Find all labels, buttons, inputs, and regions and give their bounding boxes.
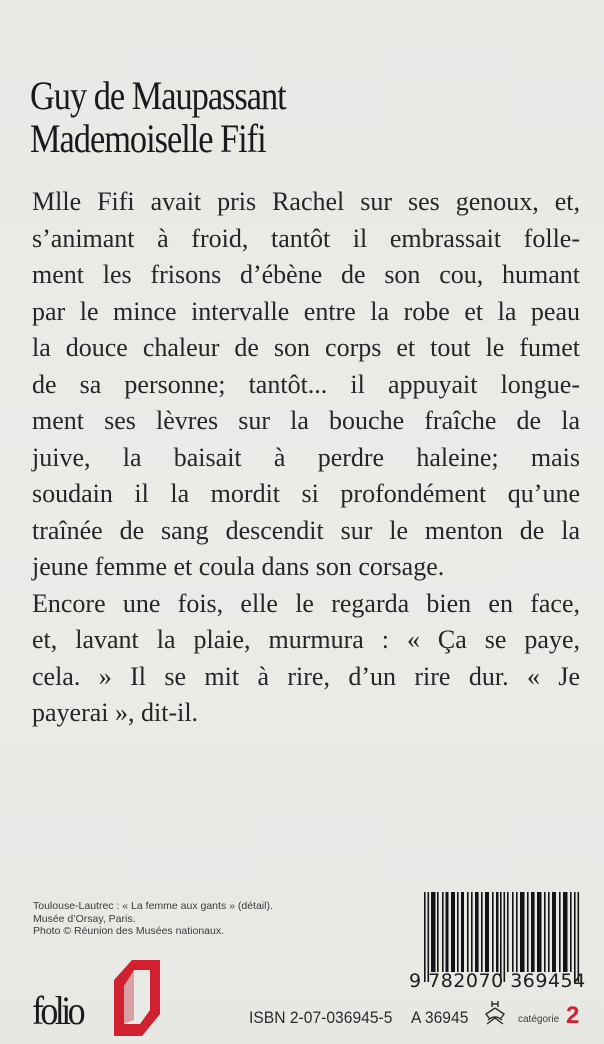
book-title: Mademoiselle Fifi bbox=[30, 116, 266, 161]
blurb-line: jeune femme et coula dans son corsage. bbox=[32, 552, 445, 581]
blurb-line: par le mince intervalle entre la robe et la peau bbox=[32, 296, 580, 326]
isbn-number: ISBN 2-07-036945-5 bbox=[249, 1008, 393, 1027]
blurb-line: Encore une fois, elle le regarda bien en face, bbox=[32, 588, 580, 618]
blurb-line: s’animant à froid, tantôt il embrassait folle- bbox=[32, 223, 580, 253]
credit-artwork: Toulouse-Lautrec : « La femme aux gants » (détail). bbox=[33, 900, 273, 912]
author-name: Guy de Maupassant bbox=[30, 73, 286, 118]
blurb-line: la douce chaleur de son corps et tout le fumet bbox=[32, 333, 580, 362]
blurb-line: Mlle Fifi avait pris Rachel sur ses genoux, et, bbox=[32, 187, 580, 216]
blurb-line: et, lavant la plaie, murmura : « Ça se paye, bbox=[32, 625, 580, 654]
blurb-excerpt bbox=[32, 184, 580, 732]
image-credits bbox=[33, 900, 273, 938]
credit-museum: Musée d’Orsay, Paris. bbox=[33, 912, 136, 925]
category-label: catégorie bbox=[518, 1014, 560, 1025]
folio-red-frame-icon bbox=[112, 958, 162, 1038]
category-number: 2 bbox=[566, 1002, 580, 1029]
blurb-line: juive, la baisait à perdre haleine; mais bbox=[32, 442, 580, 472]
title-block bbox=[30, 74, 327, 160]
blurb-line: ment ses lèvres sur la bouche fraîche de la bbox=[32, 406, 580, 435]
credit-photo: Photo © Réunion des Musées nationaux. bbox=[33, 925, 225, 937]
blurb-line: ment les frisons d’ébène de son cou, humant bbox=[32, 260, 580, 289]
blurb-line: soudain il la mordit si profondément qu’une bbox=[32, 479, 580, 508]
folio-logo bbox=[32, 952, 162, 1038]
blurb-line: de sa personne; tantôt... il appuyait longue- bbox=[32, 369, 580, 399]
blurb-line: traînée de sang descendit sur le menton de la bbox=[32, 515, 580, 545]
blurb-line: cela. » Il se mit à rire, d’un rire dur. « Je bbox=[32, 661, 580, 691]
barcode-digits: 9 782070 369454 bbox=[409, 970, 586, 992]
blurb-line: payerai », dit-il. bbox=[32, 698, 199, 727]
folio-wordmark: folio bbox=[32, 988, 82, 1033]
recycled-paper-icon bbox=[483, 1000, 507, 1026]
catalog-code: A 36945 bbox=[411, 1008, 469, 1027]
